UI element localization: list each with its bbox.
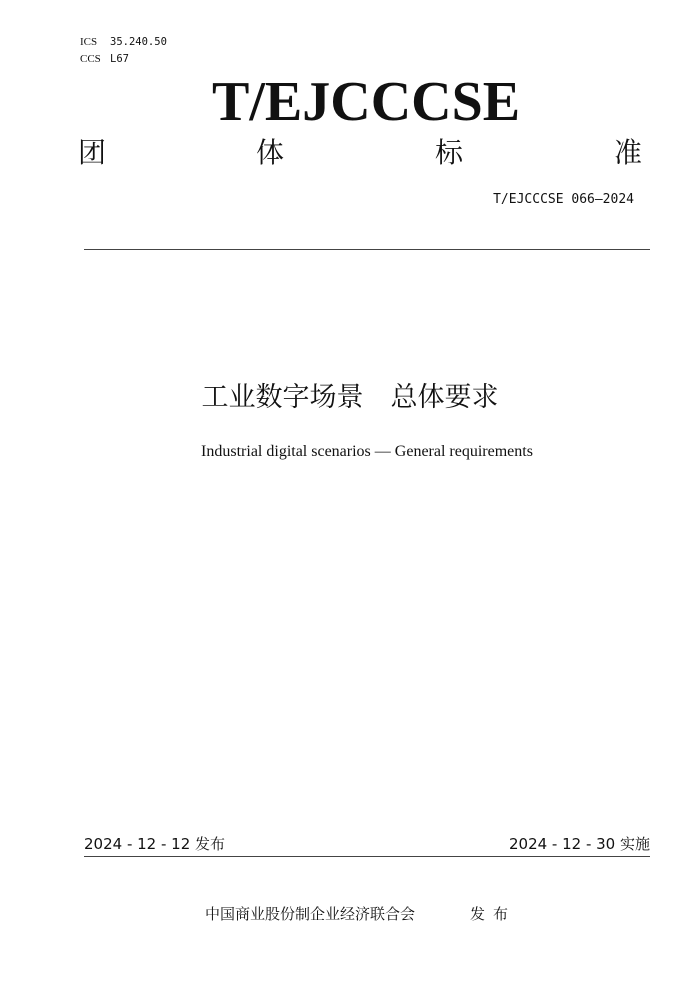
publisher-name: 中国商业股份制企业经济联合会 (205, 905, 416, 923)
implementation-date: 2024 - 12 - 30 实施 (508, 835, 650, 853)
standard-type-char-3: 标 (435, 136, 464, 169)
ccs-label: CCS (80, 53, 101, 65)
ccs-value: L67 (110, 53, 129, 65)
footer-divider (84, 856, 650, 857)
ccs-code (80, 52, 129, 66)
publish-word: 发布 (470, 905, 517, 923)
standard-number: T/EJCCCSE 066—2024 (493, 192, 634, 207)
ics-label: ICS (80, 36, 98, 48)
standard-type-char-4: 准 (614, 136, 643, 169)
issue-date: 2024 - 12 - 12 发布 (84, 835, 226, 853)
standard-type-char-1: 团 (78, 136, 107, 169)
org-code-title: T/EJCCCSE (212, 71, 521, 133)
ics-value: 35.240.50 (110, 36, 167, 48)
ics-code (80, 35, 167, 49)
standard-type (78, 132, 644, 174)
header-divider (84, 249, 650, 250)
english-title: Industrial digital scenarios — General requirements (201, 443, 533, 460)
standard-type-char-2: 体 (256, 136, 285, 169)
chinese-title: 工业数字场景 总体要求 (201, 382, 499, 413)
